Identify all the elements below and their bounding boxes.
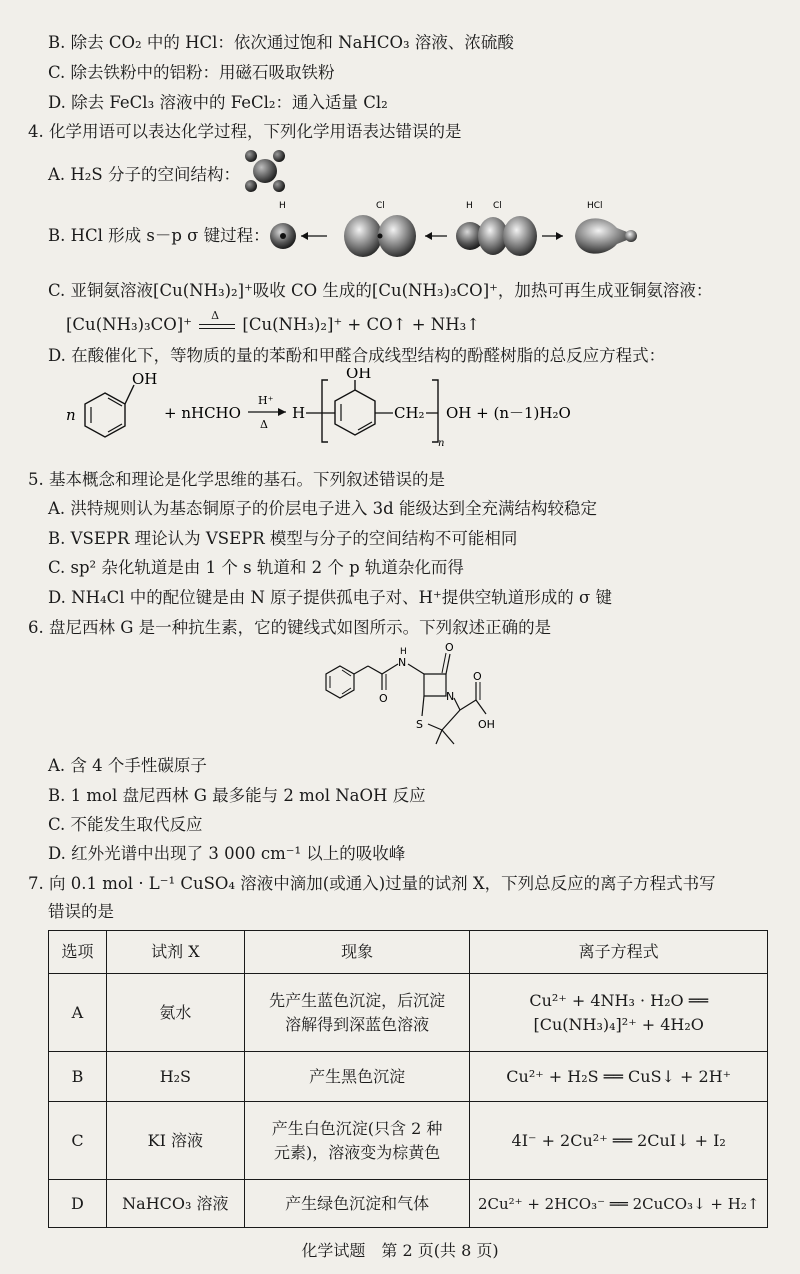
hcl-bond-formation-diagram [265,198,650,268]
q7-stem-line1: 7. 向 0.1 mol · L⁻¹ CuSO₄ 溶液中滴加(或通入)过量的试剂 X，下列总反应的离子方程式书写 [28,874,716,893]
q3-option-d: D. 除去 FeCl₃ 溶液中的 FeCl₂：通入适量 Cl₂ [48,93,388,112]
table-row [49,974,768,1052]
label-h-2: H [466,201,473,211]
amide-oxygen: O [379,692,388,705]
q7-stem-line2: 错误的是 [48,902,114,921]
phenol-oh: OH [132,370,158,388]
row-phenomenon: 产生白色沉淀(只含 2 种 元素)，溶液变为棕黄色 [244,1102,470,1180]
table-row [49,1052,768,1102]
polymer-oh: OH [346,368,372,382]
q5-option-b: B. VSEPR 理论认为 VSEPR 模型与分子的空间结构不可能相同 [48,529,518,548]
row-option: C [49,1102,107,1180]
q4-option-c: C. 亚铜氨溶液[Cu(NH₃)₂]⁺吸收 CO 生成的[Cu(NH₃)₃CO]⁺，加热可再生成亚铜氨溶液： [48,281,713,300]
q4-c-equation [66,309,481,336]
row-phenomenon: 产生黑色沉淀 [244,1052,470,1102]
q4-option-a: A. H₂S 分子的空间结构： [48,165,240,184]
polymer-tail: OH + (n－1)H₂O [446,404,571,422]
polymer-subscript-n: n [438,438,445,448]
q3-option-b: B. 除去 CO₂ 中的 HCl：依次通过饱和 NaHCO₃ 溶液、浓硫酸 [48,33,514,52]
q6-stem: 6. 盘尼西林 G 是一种抗生素，它的键线式如图所示。下列叙述正确的是 [28,618,552,637]
catalyst-heat: Δ [260,418,268,431]
row-option: D [49,1180,107,1228]
q6-option-b: B. 1 mol 盘尼西林 G 最多能与 2 mol NaOH 反应 [48,786,426,805]
table-row [49,1180,768,1228]
row-equation: 4I⁻ + 2Cu²⁺ ══ 2CuI↓ + I₂ [470,1102,768,1180]
heat-equals-sign [197,309,237,336]
table-header-row [49,931,768,974]
header-equation: 离子方程式 [470,931,768,974]
q6-option-a: A. 含 4 个手性碳原子 [48,756,207,775]
phenol-formaldehyde-reaction [60,368,600,448]
table-row [49,1102,768,1180]
q4-c-eq-right: [Cu(NH₃)₂]⁺ + CO↑ + NH₃↑ [242,315,481,334]
row-equation: Cu²⁺ + 4NH₃ · H₂O ══ [Cu(NH₃)₄]²⁺ + 4H₂O [470,974,768,1052]
h2s-molecule-model [242,148,288,194]
lactam-nitrogen: N [446,690,455,703]
row-phenomenon: 先产生蓝色沉淀，后沉淀 溶解得到深蓝色溶液 [244,974,470,1052]
row-option: B [49,1052,107,1102]
label-h-1: H [279,201,286,211]
polymer-ch2: CH₂ [394,404,425,422]
row-reagent: H₂S [106,1052,244,1102]
amide-nitrogen: N [398,656,407,669]
header-option: 选项 [49,931,107,974]
q6-option-d: D. 红外光谱中出现了 3 000 cm⁻¹ 以上的吸收峰 [48,844,406,863]
label-cl-2: Cl [493,201,502,211]
row-reagent: NaHCO₃ 溶液 [106,1180,244,1228]
carboxyl-oh: OH [478,718,495,731]
carboxyl-oxygen: O [473,670,482,683]
penicillin-g-structure [318,640,508,750]
q5-option-a: A. 洪特规则认为基态铜原子的价层电子进入 3d 能级达到全充满结构较稳定 [48,499,597,518]
row-reagent: KI 溶液 [106,1102,244,1180]
row-phenomenon: 产生绿色沉淀和气体 [244,1180,470,1228]
q4-c-eq-condition: Δ [211,309,220,322]
row-option: A [49,974,107,1052]
q4-stem: 4. 化学用语可以表达化学过程，下列化学用语表达错误的是 [28,122,462,141]
row-equation: Cu²⁺ + H₂S ══ CuS↓ + 2H⁺ [470,1052,768,1102]
q5-stem: 5. 基本概念和理论是化学思维的基石。下列叙述错误的是 [28,470,445,489]
header-phenomenon: 现象 [244,931,470,974]
label-cl-1: Cl [376,201,385,211]
q3-option-c: C. 除去铁粉中的铝粉：用磁石吸取铁粉 [48,63,335,82]
page-footer: 化学试题 第 2 页(共 8 页) [301,1241,499,1260]
q4-option-d: D. 在酸催化下，等物质的量的苯酚和甲醛合成线型结构的酚醛树脂的总反应方程式： [48,346,666,365]
coef-n: n [66,406,76,424]
label-hcl: HCl [587,201,603,211]
formaldehyde-term: + nHCHO [164,404,241,422]
q4-c-eq-left: [Cu(NH₃)₃CO]⁺ [66,315,192,334]
q5-option-c: C. sp² 杂化轨道是由 1 个 s 轨道和 2 个 p 轨道杂化而得 [48,558,464,577]
amide-hydrogen: H [400,647,407,657]
row-reagent: 氨水 [106,974,244,1052]
q4-option-b: B. HCl 形成 s－p σ 键过程： [48,226,270,245]
q5-option-d: D. NH₄Cl 中的配位键是由 N 原子提供孤电子对、H⁺提供空轨道形成的 σ 键 [48,588,612,607]
q6-option-c: C. 不能发生取代反应 [48,815,203,834]
thiazolidine-sulfur: S [416,718,423,731]
lactam-oxygen: O [445,641,454,654]
q7-options-table [48,930,768,1228]
row-equation: 2Cu²⁺ + 2HCO₃⁻ ══ 2CuCO₃↓ + H₂↑ [470,1180,768,1228]
polymer-h: H [292,404,306,422]
header-reagent: 试剂 X [106,931,244,974]
catalyst-h-plus: H⁺ [258,394,274,407]
